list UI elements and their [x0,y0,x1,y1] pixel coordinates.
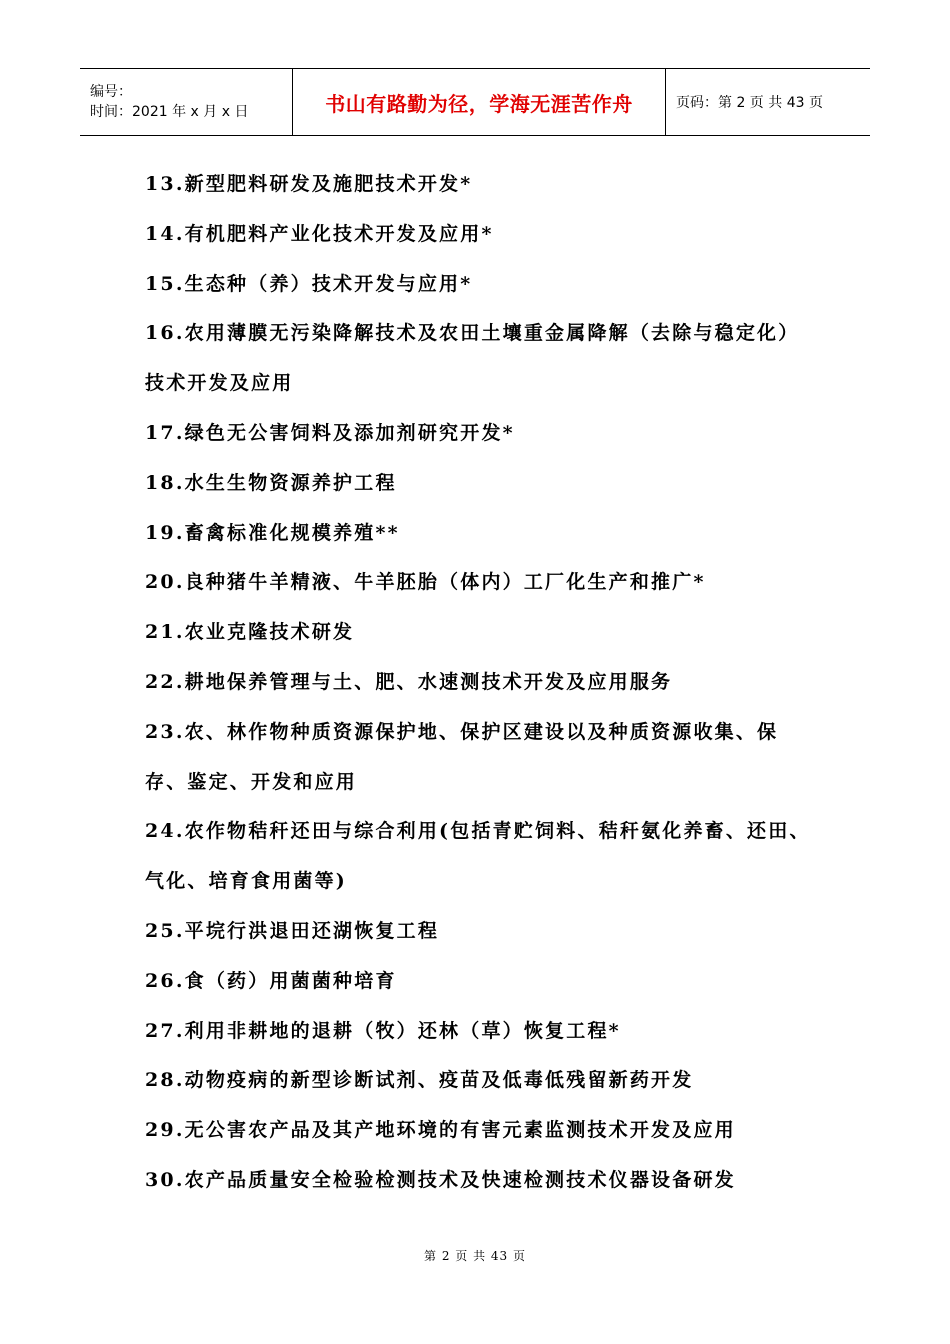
list-item: 29.无公害农产品及其产地环境的有害元素监测技术开发及应用 [145,1119,736,1142]
list-item: 18.水生生物资源养护工程 [145,471,397,494]
list-item: 17.绿色无公害饲料及添加剂研究开发* [145,421,515,444]
list-item: 13.新型肥料研发及施肥技术开发* [145,173,473,195]
list-item: 14.有机肥料产业化技术开发及应用* [145,222,494,245]
header-left-cell [80,69,293,136]
item-list [145,160,815,1206]
list-item: 25.平垸行洪退田还湖恢复工程 [145,919,440,942]
list-item: 28.动物疫病的新型诊断试剂、疫苗及低毒低残留新药开发 [145,1069,694,1092]
list-item: 24.农作物秸秆还田与综合利用(包括青贮饲料、秸秆氨化养畜、还田、气化、培育食用菌等) [145,820,811,893]
header-motto: 书山有路勤为径，学海无涯苦作舟 [293,69,666,136]
header-page-info: 页码：第 2 页 共 43 页 [666,69,871,136]
list-item: 30.农产品质量安全检验检测技术及快速检测技术仪器设备研发 [145,1168,736,1191]
document-number-label: 编号： [90,84,132,100]
list-item: 19.畜禽标准化规模养殖** [145,521,400,544]
list-item: 23.农、林作物种质资源保护地、保护区建设以及种质资源收集、保存、鉴定、开发和应用 [145,720,779,793]
list-item: 26.食（药）用菌菌种培育 [145,969,397,992]
list-item: 21.农业克隆技术研发 [145,621,355,644]
list-item: 22.耕地保养管理与土、肥、水速测技术开发及应用服务 [145,670,673,693]
document-time-label: 时间：2021 年 x 月 x 日 [90,104,249,120]
list-item: 27.利用非耕地的退耕（牧）还林（草）恢复工程* [145,1019,621,1042]
page-footer: 第 2 页 共 43 页 [424,1249,526,1263]
list-item: 15.生态种（养）技术开发与应用* [145,272,473,295]
page-header [80,68,870,136]
list-item: 16.农用薄膜无污染降解技术及农田土壤重金属降解（去除与稳定化）技术开发及应用 [145,322,800,395]
list-item: 20.良种猪牛羊精液、牛羊胚胎（体内）工厂化生产和推广* [145,571,706,594]
